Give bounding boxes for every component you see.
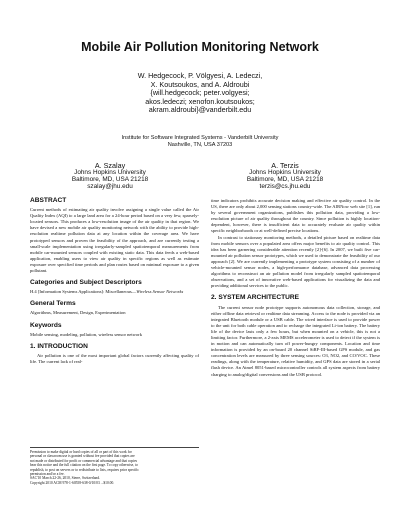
categories-text: [30, 289, 199, 295]
system-architecture-text: The current sensor node prototype supports autonomous data collection, storage, and either offline data retrieval or realtime data streaming. Access to the node is provided via an integrated Bluetooth module or a USB cable. The wired interface is used to provide power to the unit for both cable operation and to recharge the integrated Li-ion battery. The battery life of the device lasts only a few hours, but when mounted on a vehicle, this is not a limiting factor. Furthermore, a 2-axis MEMS accelerometer is used to detect if the system is in motion and can automatically turn off power-hungry components. Location and time information is provided by an on-board 20 channel SiRF-III-based GPS module, and gas concentration levels are measured by three sensing sources: O3, NO2, and CO/VOC. These readings, along with the temperature, relative humidity, and GPS data are stored in a serial flash device. An Atmel 8051-based microcontroller controls all system aspects from battery charging to analog/digital conversions and the USB protocol.: [211, 304, 380, 377]
right-column: [211, 198, 380, 378]
footnote-line: not made or distributed for profit or commercial advantage and that copies: [30, 458, 138, 463]
author-email-line: {will.hedgecock; peter.volgyesi;: [150, 88, 250, 98]
footnote-line: permission and/or a fee.: [30, 472, 65, 477]
left-column: [30, 198, 199, 365]
author-city: Baltimore, MD, USA 21218: [71, 175, 149, 183]
abstract-heading: ABSTRACT: [30, 197, 67, 204]
footnote-line: republish, to post on servers or to redistribute to lists, requires prior specific: [30, 467, 139, 472]
general-terms-text: Algorithms, Measurement, Design, Experimentation: [30, 310, 126, 316]
keywords-text: Mobile sensing, modeling, pollution, wireless sensor network: [30, 331, 143, 337]
footnote-line: SAC'10 March 22-26, 2010, Sierre, Switzerland.: [30, 476, 101, 481]
footnote-line: Permission to make digital or hard copies of all or part of this work for: [30, 450, 132, 454]
author-line: W. Hedgecock, P. Völgyesi, A. Ledeczi,: [137, 71, 263, 80]
intro-continued-text: time indicators prohibits accurate decision making and effective air quality control. In the US, there are only about 2,000 sensing stations country-wide. The AIRNow web site [1], run by several government organizations, publishes this pollution data, providing a low-resolution picture of air quality throughout the country. Since pollution is highly location-dependent, however, there is insufficient data to accurately evaluate air quality within specific neighborhoods or at well-defined precise locations.: [211, 198, 380, 234]
author-name: A. Terzis: [271, 161, 299, 170]
abstract-text: Current methods of estimating air quality involve assigning a single value called the Air Quality Index (AQI) to a large land area for a 24-hour period based on a very few, sparsely-located sensors. This produces a low-resolution image of the air quality in that region. We have devised a new mobile air quality monitoring network with the ability to provide high-resolution realtime pollution data at any location within the coverage area. We have prototyped sensors and proven the feasibility of the approach, and are currently testing a small-scale implementation using irregularly-sampled spatiotemporal measurements from mobile car-mounted sensors coupled with existing static data. This data feeds a web-based application, enabling users to view air quality in specific regions as well as estimate exposure over specified time periods and plan routes based on minimal exposure to a given pollutant.: [30, 207, 199, 274]
author-line: X. Koutsoukos, and A. Aldroubi: [150, 79, 250, 89]
author-email-line: akos.ledeczi; xenofon.koutsoukos;: [145, 96, 255, 106]
categories-descriptor: H.4 [Information Systems Applications]: Miscellaneous—: [30, 289, 137, 295]
introduction-heading: 1. INTRODUCTION: [30, 342, 88, 350]
footnote-line: Copyright 2010 ACM 978-1-60558-638-0/10/03 ...$10.00.: [30, 480, 115, 485]
author-block-terzis: [210, 163, 360, 191]
author-city: Baltimore, MD, USA 21218: [246, 175, 324, 183]
author-email: szalay@jhu.edu: [87, 182, 133, 190]
categories-heading: Categories and Subject Descriptors: [30, 279, 142, 287]
affiliation-line: Institute for Software Integrated Systems - Vanderbilt University: [121, 135, 279, 141]
system-architecture-heading: 2. SYSTEM ARCHITECTURE: [211, 294, 300, 302]
author-org: Johns Hopkins University: [249, 168, 321, 176]
author-org: Johns Hopkins University: [74, 168, 146, 176]
keywords-heading: Keywords: [30, 321, 62, 329]
intro-paragraph-2: In contrast to stationary monitoring methods, a detailed picture based on realtime data from mobile sensors over a populated area offers major benefits to air quality control. This idea has been garnering considerable attention recently [2]-[6]. In 2007, we built five car-mounted air pollution sensor prototypes, which we used to demonstrate the feasibility of our approach [2]. We are currently implementing a prototype system consisting of a number of vehicle-mounted sensor nodes, a high-performance database, advanced data processing algorithms to reconstruct an air pollution model from irregularly sampled spatiotemporal observations, and a set of innovative web-based applications for visualizing the data and providing additional services to the public.: [211, 234, 380, 289]
categories-italic: Wireless Sensor Networks: [136, 289, 184, 295]
affiliation-line: Nashville, TN, USA 37203: [167, 141, 233, 148]
author-email: terzis@cs.jhu.edu: [259, 182, 311, 190]
author-email-line: akram.aldroubi}@vanderbilt.edu: [148, 105, 252, 115]
paper-title: Mobile Air Pollution Monitoring Network: [81, 40, 319, 54]
copyright-footnote: [30, 447, 199, 485]
main-author-block: [0, 72, 400, 115]
general-terms-heading: General Terms: [30, 300, 76, 308]
author-block-szalay: [35, 163, 185, 191]
footnote-line: bear this notice and the full citation on the first page. To copy otherwise, to: [30, 463, 138, 468]
footnote-line: personal or classroom use is granted without fee provided that copies are: [30, 454, 135, 459]
introduction-text: Air pollution is one of the most important global factors currently affecting quality of life. The current lack of real-: [30, 352, 199, 364]
author-name: A. Szalay: [94, 161, 126, 170]
affiliation: [0, 135, 400, 149]
